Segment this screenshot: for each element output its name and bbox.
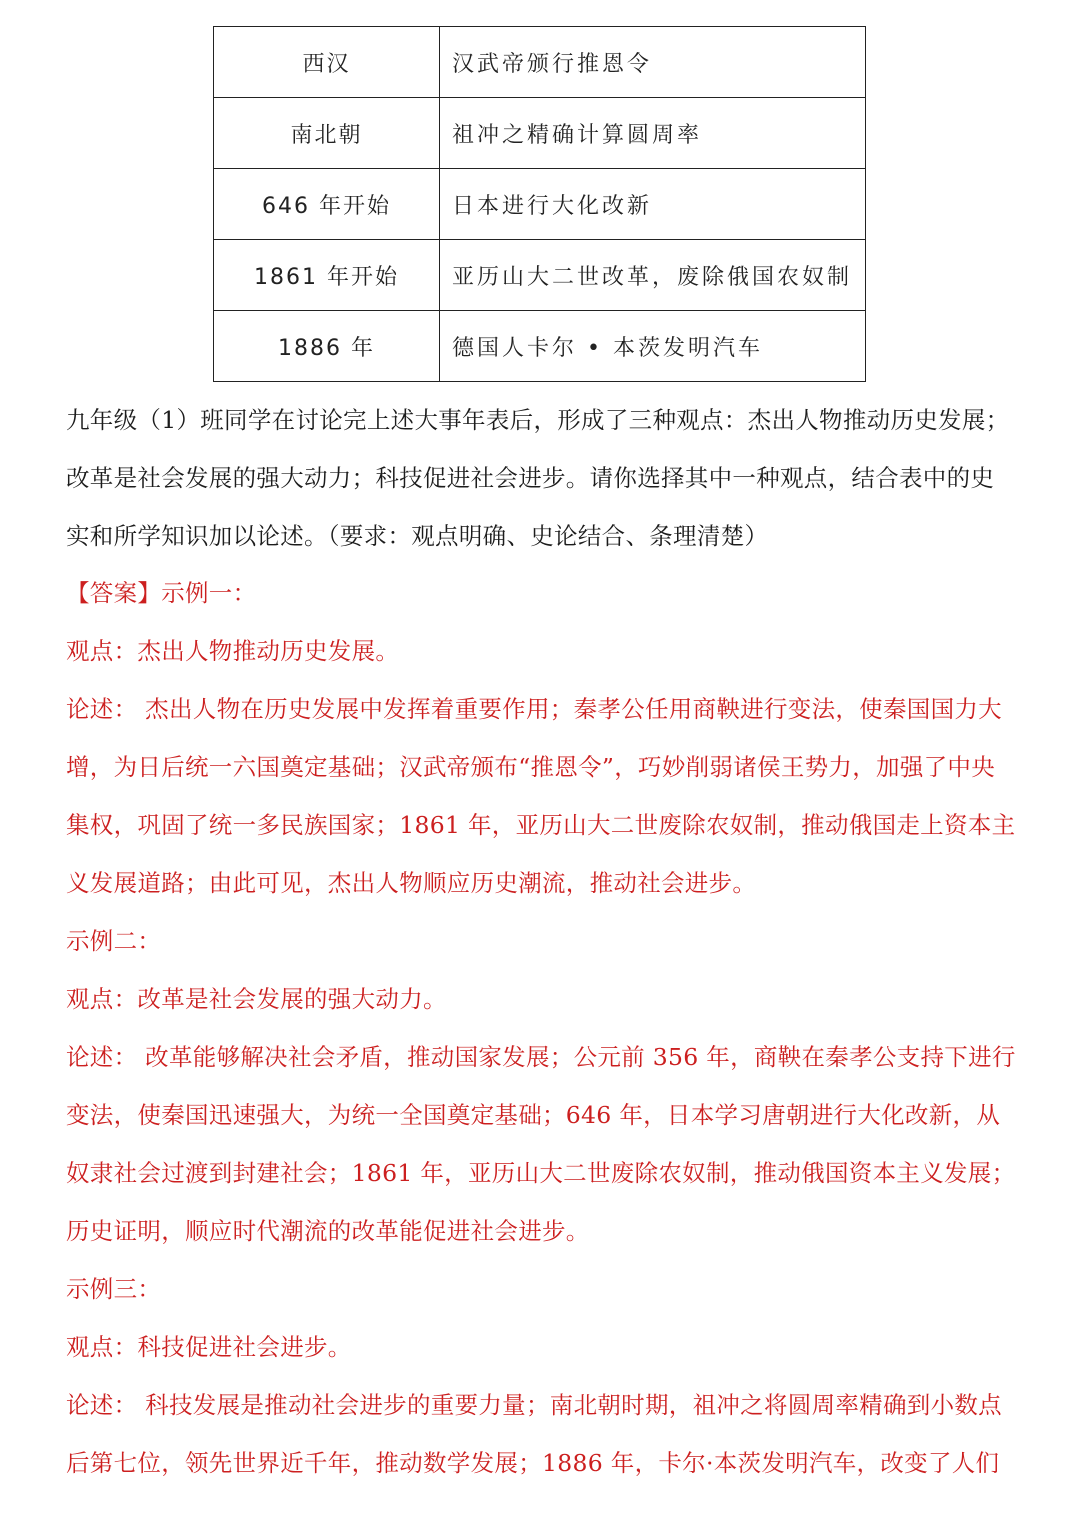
table-cell-event: 亚历山大二世改革，废除俄国农奴制 [440,240,866,311]
example2-argument-line: 论述： 改革能够解决社会矛盾，推动国家发展；公元前 356 年，商鞅在秦孝公支持下进行 [66,1043,1016,1071]
table-cell-time: 1861 年开始 [214,240,440,311]
table-cell-time: 1886 年 [214,311,440,382]
example2-title: 示例二： [66,927,162,955]
events-timeline-table [213,26,866,382]
example1-argument-line: 增，为日后统一六国奠定基础；汉武帝颁布“推恩令”，巧妙削弱诸侯王势力，加强了中央 [66,753,996,781]
question-line: 九年级（1）班同学在讨论完上述大事年表后，形成了三种观点：杰出人物推动历史发展； [66,406,1010,434]
example3-argument-line: 论述： 科技发展是推动社会进步的重要力量；南北朝时期，祖冲之将圆周率精确到小数点 [66,1391,1002,1419]
table-cell-time: 南北朝 [214,98,440,169]
table-cell-event: 祖冲之精确计算圆周率 [440,98,866,169]
table-cell-event: 汉武帝颁行推恩令 [440,27,866,98]
example3-viewpoint: 观点：科技促进社会进步。 [66,1333,352,1361]
answer-header: 【答案】示例一： [66,579,257,607]
question-paragraph [66,391,1056,565]
example1-argument-line: 义发展道路；由此可见，杰出人物顺应历史潮流，推动社会进步。 [66,869,757,897]
example1-viewpoint: 观点：杰出人物推动历史发展。 [66,637,400,665]
table-row [214,169,866,240]
table-cell-time: 646 年开始 [214,169,440,240]
example2-viewpoint: 观点：改革是社会发展的强大动力。 [66,985,447,1013]
table-cell-event: 德国人卡尔 • 本茨发明汽车 [440,311,866,382]
table-cell-time: 西汉 [214,27,440,98]
question-line: 实和所学知识加以论述。（要求：观点明确、史论结合、条理清楚） [66,522,769,550]
table-row [214,240,866,311]
example2-argument-line: 历史证明，顺应时代潮流的改革能促进社会进步。 [66,1217,590,1245]
table-row [214,27,866,98]
table-row [214,98,866,169]
table-cell-event: 日本进行大化改新 [440,169,866,240]
example2-argument-line: 变法，使秦国迅速强大，为统一全国奠定基础；646 年，日本学习唐朝进行大化改新，从 [66,1101,1001,1129]
answer-section [66,564,1056,1492]
question-line: 改革是社会发展的强大动力；科技促进社会进步。请你选择其中一种观点，结合表中的史 [66,464,995,492]
example3-argument-line: 后第七位，领先世界近千年，推动数学发展；1886 年，卡尔·本茨发明汽车，改变了人们 [66,1449,1000,1477]
example1-argument-line: 集权，巩固了统一多民族国家；1861 年，亚历山大二世废除农奴制，推动俄国走上资本主 [66,811,1016,839]
example3-title: 示例三： [66,1275,162,1303]
table-row [214,311,866,382]
example1-argument-line: 论述： 杰出人物在历史发展中发挥着重要作用；秦孝公任用商鞅进行变法，使秦国国力大 [66,695,1002,723]
example2-argument-line: 奴隶社会过渡到封建社会；1861 年，亚历山大二世废除农奴制，推动俄国资本主义发展； [66,1159,1016,1187]
